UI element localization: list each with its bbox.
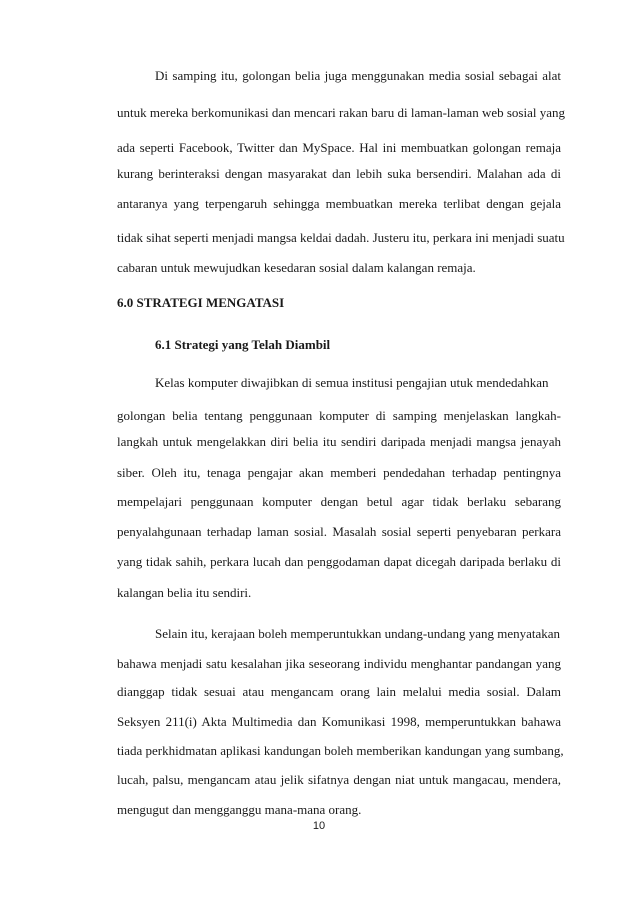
- paragraph-3-line: mengugut dan mengganggu mana-mana orang.: [117, 802, 362, 817]
- paragraph-1-line: Di samping itu, golongan belia juga menggunakan media sosial sebagai alat: [155, 68, 561, 83]
- paragraph-1-line: antaranya yang terpengaruh sehingga membuatkan mereka terlibat dengan gejala: [117, 196, 561, 211]
- paragraph-3-line: Selain itu, kerajaan boleh memperuntukkan undang-undang yang menyatakan: [155, 626, 561, 641]
- paragraph-1-line: untuk mereka berkomunikasi dan mencari rakan baru di laman-laman web sosial yang: [117, 105, 565, 120]
- paragraph-2-line: langkah untuk mengelakkan diri belia itu sendiri daripada menjadi mangsa jenayah: [117, 434, 561, 449]
- page-number: 10: [312, 820, 326, 832]
- paragraph-1-line: tidak sihat seperti menjadi mangsa keldai dadah. Justeru itu, perkara ini menjadi suatu: [117, 230, 565, 245]
- subsection-heading: 6.1 Strategi yang Telah Diambil: [155, 337, 331, 352]
- paragraph-3-line: lucah, palsu, mengancam atau jelik sifatnya dengan niat untuk mangacau, mendera,: [117, 772, 561, 787]
- paragraph-1-line: ada seperti Facebook, Twitter dan MySpace. Hal ini membuatkan golongan remaja: [117, 140, 561, 155]
- paragraph-3-line: tiada perkhidmatan aplikasi kandungan boleh memberikan kandungan yang sumbang,: [117, 743, 564, 758]
- paragraph-2-line: golongan belia tentang penggunaan komputer di samping menjelaskan langkah-: [117, 408, 561, 423]
- paragraph-2-line: mempelajari penggunaan komputer dengan betul agar tidak berlaku sebarang: [117, 494, 561, 509]
- section-heading: 6.0 STRATEGI MENGATASI: [117, 295, 285, 310]
- paragraph-2-line: Kelas komputer diwajibkan di semua institusi pengajian utuk mendedahkan: [155, 375, 549, 390]
- paragraph-1-line: kurang berinteraksi dengan masyarakat dan lebih suka bersendiri. Malahan ada di: [117, 166, 561, 181]
- paragraph-2-line: yang tidak sahih, perkara lucah dan penggodaman dapat dicegah daripada berlaku di: [117, 554, 561, 569]
- paragraph-3-line: dianggap tidak sesuai atau mengancam orang lain melalui media sosial. Dalam: [117, 684, 561, 699]
- paragraph-2-line: kalangan belia itu sendiri.: [117, 585, 252, 600]
- paragraph-1-line: cabaran untuk mewujudkan kesedaran sosial dalam kalangan remaja.: [117, 260, 476, 275]
- paragraph-3-line: bahawa menjadi satu kesalahan jika seseorang individu menghantar pandangan yang: [117, 656, 561, 671]
- paragraph-2-line: penyalahgunaan terhadap laman sosial. Masalah sosial seperti penyebaran perkara: [117, 524, 561, 539]
- paragraph-3-line: Seksyen 211(i) Akta Multimedia dan Komunikasi 1998, memperuntukkan bahawa: [117, 714, 561, 729]
- paragraph-2-line: siber. Oleh itu, tenaga pengajar akan memberi pendedahan terhadap pentingnya: [117, 465, 561, 480]
